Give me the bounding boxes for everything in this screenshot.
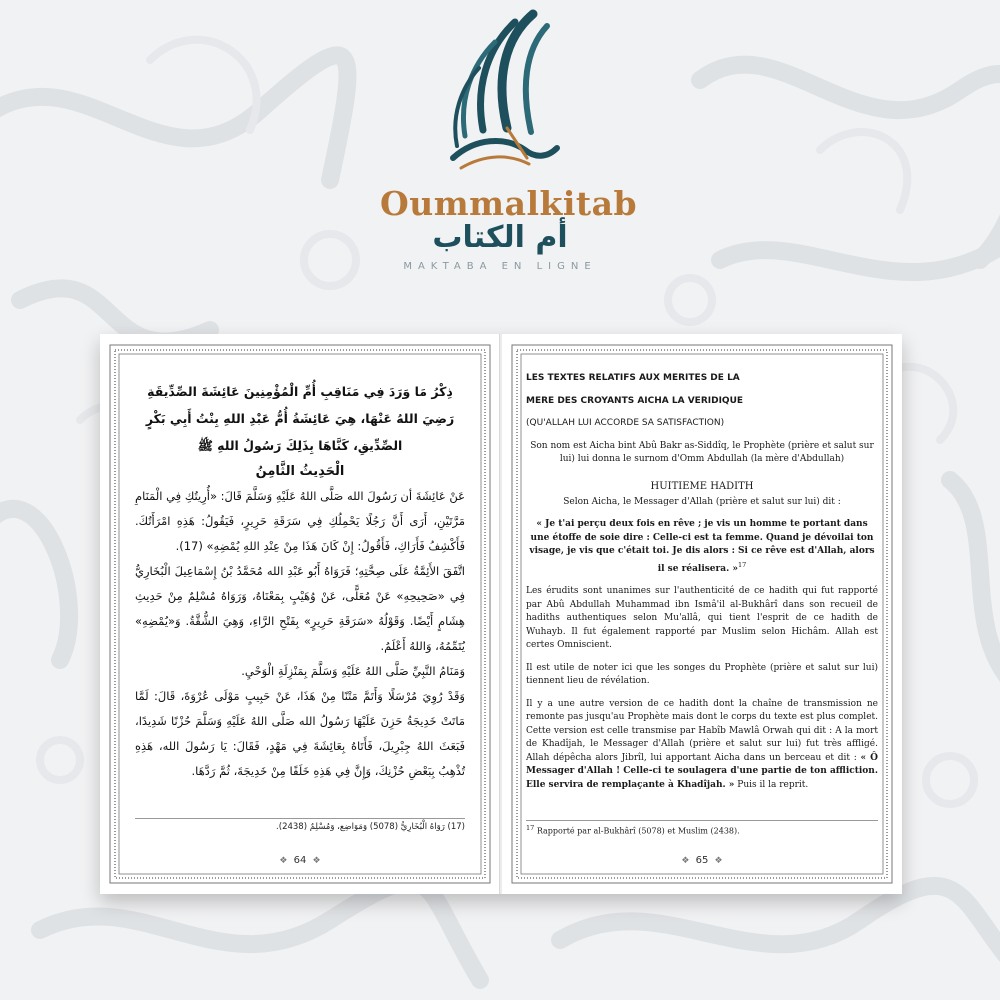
hadith-lead: Selon Aicha, le Messager d'Allah (prière et salut sur lui) dit : — [563, 496, 841, 507]
other-version-quote: « Ô Messager d'Allah ! Celle-ci te soulagera d'une partie de ton affliction. Elle servira de remplaçante à Khadîjah. » — [526, 752, 878, 790]
arabic-paragraph: عَنْ عَائِشَةَ أن رَسُولَ الله صَلَّى اللهُ عَلَيْهِ وَسَلَّمَ قَالَ: «أُرِيتُكِ فِي الْمَنَامِ مَرَّتَيْنِ، أَرَى أَنَّ رَجُلًا يَحْمِلُكِ فِي سَرَقَةِ حَرِيرٍ، فَيَقُولُ: هَذِهِ امْرَأَتُكَ. فَأَكْشِفُ فَأَرَاكِ، فَأَقُولُ: إِنْ كَانَ هَذَا مِنْ عِنْدِ اللهِ يُمْضِهِ» (17). — [135, 489, 465, 553]
other-version-text: Il y a une autre version de ce hadith dont la chaîne de transmission ne remonte pas jusqu'au Prophète mais dont le corps du texte est plus complet. Cette version est celle transmise par Habîb Mawlâ Orwah qui dit : A la mort de Khadîjah, le Messager d'Allah (prière et salut sur lui) fut très affligé. Allah dépêcha alors Jibrîl, lui apportant Aicha dans un berceau et dit : — [526, 698, 878, 763]
ornament-icon: ❖ — [279, 856, 288, 866]
right-page — [502, 334, 902, 894]
ornament-icon: ❖ — [681, 856, 690, 866]
french-title-line-2: MERE DES CROYANTS AICHA LA VERIDIQUE — [526, 395, 744, 406]
left-page — [100, 334, 500, 894]
page-number-left — [100, 855, 500, 866]
logo-arabic-name: أم الكتاب — [432, 220, 568, 255]
arabic-paragraph: وَمَنَامُ النَّبِيِّ صَلَّى اللهُ عَلَيْهِ وَسَلَّمَ بِمَنْزِلَةِ الْوَحْيِ. — [241, 664, 465, 678]
french-title-line-1: LES TEXTES RELATIFS AUX MERITES DE LA — [526, 373, 740, 383]
arabic-title-line: رَضِيَ اللهُ عَنْهَا، هِيَ عَائِشَةُ أُمُّ عَبْدِ اللهِ بِنْتُ أَبِي بَكْرٍ — [145, 411, 455, 426]
arabic-title-line: الصِّدِّيقِ، كَنَّاهَا بِذَلِكَ رَسُولُ اللهِ ﷺ — [197, 438, 403, 453]
quill-book-emblem — [435, 8, 565, 178]
logo-tagline: MAKTABA EN LIGNE — [403, 261, 597, 272]
hadith-quote-paragraph — [526, 518, 878, 576]
brand-logo — [380, 8, 638, 278]
footnote-text: Rapporté par al-Bukhârî (5078) et Muslim (2438). — [536, 826, 740, 836]
french-subtitle: (QU'ALLAH LUI ACCORDE SA SATISFACTION) — [526, 418, 725, 428]
page-number-value: 64 — [293, 855, 307, 866]
hadith-heading: HUITIEME HADITH — [650, 480, 754, 492]
ornament-icon: ❖ — [714, 856, 723, 866]
arabic-paragraph: اتَّفَقَ الأَئِمَّةُ عَلَى صِحَّتِهِ؛ فَرَوَاهُ أَبُو عَبْدِ الله مُحَمَّدُ بْنُ إِسْمَاعِيلَ الْبُخَارِيُّ فِي «صَحِيحِهِ» عَنْ مُعَلًّى، عَنْ وُهَيْبٍ بِمَعْنَاهُ، وَرَوَاهُ مُسْلِمٌ مِنْ حَدِيثِ هِشَامٍ أَيْضًا. وَقَوْلُهُ «سَرَقَةِ حَرِيرٍ» بِفَتْحِ الرَّاءِ، وَهِيَ الشُّقَّةُ. وَ«يُمْضِهِ» يُتَمِّمُهُ، وَاللهُ أَعْلَمُ. — [135, 564, 465, 653]
footnote-number: 17 — [526, 824, 535, 832]
footnote-ref: 17 — [738, 560, 747, 569]
french-footnote — [526, 820, 878, 836]
arabic-paragraph: وَقَدْ رُوِيَ مُرْسَلًا وَأَتَمَّ مَتْنًا مِنْ هَذَا، عَنْ حَبِيبٍ مَوْلَى عُرْوَةَ، قَالَ: لَمَّا مَاتَتْ خَدِيجَةُ حَزِنَ عَلَيْهَا رَسُولُ الله صَلَّى اللهُ عَلَيْهِ وَسَلَّمَ حُزْنًا شَدِيدًا، فَبَعَثَ اللهُ جِبْرِيلَ، فَأَتَاهُ بِعَائِشَةَ فِي مَهْدٍ، فَقَالَ: يَا رَسُولَ الله، هَذِهِ تُذْهِبُ بِبَعْضِ حُزْنِكَ، وَإِنَّ فِي هَذِهِ خَلَفًا مِنْ خَدِيجَةَ، ثُمَّ رَدَّهَا. — [135, 689, 465, 778]
page-number-right — [502, 855, 902, 866]
page-number-value: 65 — [695, 855, 709, 866]
arabic-footnote: (17) رَوَاهُ الْبُخَارِيُّ (5078) وَمَوَاضِع، وَمُسْلِمٌ (2438). — [135, 818, 465, 832]
intro-paragraph: Son nom est Aicha bint Abû Bakr as-Siddîq, le Prophète (prière et salut sur lui) lui donna le surnom d'Omm Abdullah (la mère d'Abdullah) — [530, 440, 874, 464]
paragraph-authenticity: Les érudits sont unanimes sur l'authenticité de ce hadith qui fut rapporté par Abû Abdullah Muhammad ibn Ismâ'il al-Bukhârî dans son recueil de hadiths authentiques selon Mu'allâ, qui tient l'esprit de ce hadith de Wuhayb. Il fut également rapporté par Muslim selon Hichâm. Allah est certes Omniscient. — [526, 586, 878, 650]
other-version-end: Puis il la reprit. — [737, 779, 809, 790]
logo-latin-name: Oummalkitab — [380, 184, 638, 223]
arabic-text-block — [135, 378, 465, 784]
ornament-icon: ❖ — [312, 856, 321, 866]
french-text-block — [526, 372, 878, 801]
paragraph-revelation: Il est utile de noter ici que les songes du Prophète (prière et salut sur lui) tiennent lieu de révélation. — [526, 662, 878, 686]
hadith-quote: « Je t'ai perçu deux fois en rêve ; je vis un homme te portant dans une étoffe de soie dire : Celle-ci est ta femme. Quand je dévoilai ton visage, je vis que c'était toi. Je dis alors : Si ce rêve est d'Allah, alors il se réalisera. » — [529, 519, 875, 574]
arabic-title-line: ذِكْرُ مَا وَرَدَ فِي مَنَاقِبِ أُمِّ الْمُؤْمِنِينَ عَائِشَةَ الصِّدِّيقَةِ — [147, 384, 453, 399]
paragraph-other-version — [526, 698, 878, 793]
arabic-hadith-heading: الْحَدِيثُ الثَّامِنُ — [255, 464, 345, 479]
book-spread — [100, 334, 902, 894]
